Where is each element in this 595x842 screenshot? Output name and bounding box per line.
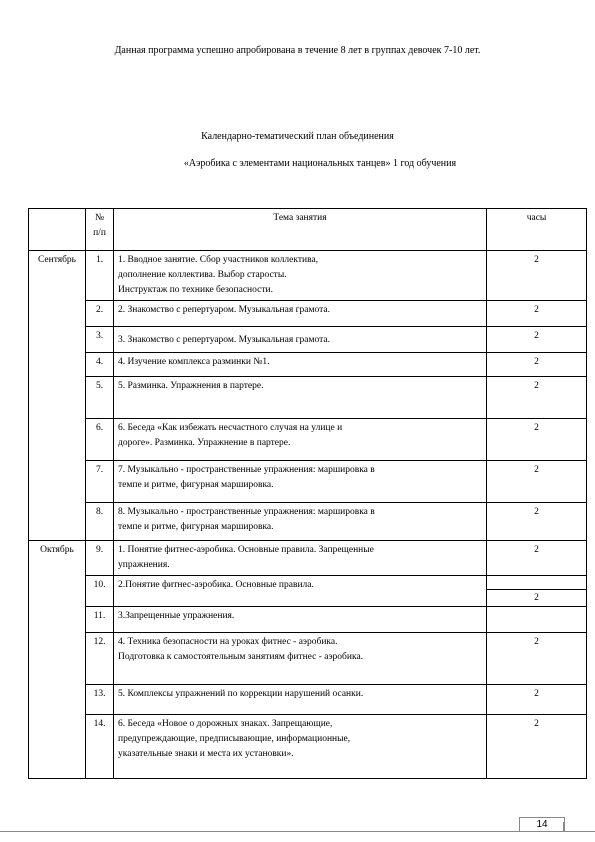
table-row (29, 327, 587, 353)
row-hours: 2 (487, 327, 587, 353)
row-hours: 2 (487, 633, 587, 685)
row-hours: 2 (487, 301, 587, 327)
row-hours: 2 (487, 419, 587, 461)
intro-text: Данная программа успешно апробирована в течение 8 лет в группах девочек 7-10 лет. (114, 45, 481, 56)
row-topic: 1. Понятие фитнес-аэробика. Основные правила. Запрещенные упражнения. (114, 541, 487, 576)
table-row (29, 377, 587, 419)
row-hours-value: 2 (534, 593, 539, 603)
table-row (29, 633, 587, 685)
row-num: 10. (86, 576, 114, 607)
row-hours (487, 607, 587, 633)
row-hours: 2 (487, 685, 587, 715)
header-num: № п/п (86, 209, 114, 251)
row-num: 8. (86, 503, 114, 541)
row-topic: 3.Запрещенные упражнения. (114, 607, 487, 633)
row-hours: 2 (487, 251, 587, 301)
row-num: 12. (86, 633, 114, 685)
row-hours: 2 (487, 353, 587, 377)
table-row (29, 503, 587, 541)
row-topic: 7. Музыкально - пространственные упражнения: маршировка в темпе и ритме, фигурная маршировка. (114, 461, 487, 503)
row-num: 5. (86, 377, 114, 419)
row-topic: 3. Знакомство с репертуаром. Музыкальная грамота. (114, 327, 487, 353)
header-month (29, 209, 86, 251)
table-row (29, 251, 587, 301)
table-row (29, 353, 587, 377)
header-hours: часы (487, 209, 587, 251)
row-num: 11. (86, 607, 114, 633)
row-num: 1. (86, 251, 114, 301)
table-row (29, 541, 587, 576)
month-label: Октябрь (29, 541, 86, 779)
row-topic: 8. Музыкально - пространственные упражнения: маршировка в темпе и ритме, фигурная маршировка. (114, 503, 487, 541)
plan-table (28, 208, 587, 779)
footer-rule-edge (563, 822, 595, 831)
row-num: 6. (86, 419, 114, 461)
row-topic: 5. Комплексы упражнений по коррекции нарушений осанки. (114, 685, 487, 715)
row-hours: 2 (487, 461, 587, 503)
table-row (29, 301, 587, 327)
row-num: 9. (86, 541, 114, 576)
plan-title: Календарно-тематический план объединения (201, 131, 394, 142)
row-num: 14. (86, 715, 114, 779)
table-row (29, 715, 587, 779)
row-topic: 2. Знакомство с репертуаром. Музыкальная грамота. (114, 301, 487, 327)
table-row (29, 607, 587, 633)
table-row (29, 685, 587, 715)
header-topic: Тема занятия (114, 209, 487, 251)
month-label: Сентябрь (29, 251, 86, 541)
plan-subtitle: «Аэробика с элементами национальных танцев» 1 год обучения (183, 158, 457, 169)
page-number: 14 (519, 817, 565, 832)
row-topic: 5. Разминка. Упражнения в партере. (114, 377, 487, 419)
row-topic: 4. Техника безопасности на уроках фитнес - аэробика. Подготовка к самостоятельным занятиям фитнес - аэробика. (114, 633, 487, 685)
row-topic: 4. Изучение комплекса разминки №1. (114, 353, 487, 377)
row-num: 7. (86, 461, 114, 503)
row-hours (487, 576, 587, 607)
row-topic: 6. Беседа «Новое о дорожных знаках. Запрещающие, предупреждающие, предписывающие, информационные, указательные знаки и места их установки». (114, 715, 487, 779)
row-hours: 2 (487, 541, 587, 576)
row-num: 3. (86, 327, 114, 353)
table-row (29, 576, 587, 607)
table-row (29, 419, 587, 461)
row-topic: 1. Вводное занятие. Сбор участников коллектива, дополнение коллектива. Выбор старосты. Инструктаж по технике безопасности. (114, 251, 487, 301)
table-row (29, 461, 587, 503)
row-num: 2. (86, 301, 114, 327)
row-num: 4. (86, 353, 114, 377)
footer-rule (0, 831, 595, 832)
row-hours: 2 (487, 715, 587, 779)
row-topic: 2.Понятие фитнес-аэробика. Основные правила. (114, 576, 487, 607)
row-hours: 2 (487, 377, 587, 419)
row-hours: 2 (487, 503, 587, 541)
table-header-row (29, 209, 587, 251)
row-topic: 6. Беседа «Как избежать несчастного случая на улице и дороге». Разминка. Упражнение в партере. (114, 419, 487, 461)
row-num: 13. (86, 685, 114, 715)
